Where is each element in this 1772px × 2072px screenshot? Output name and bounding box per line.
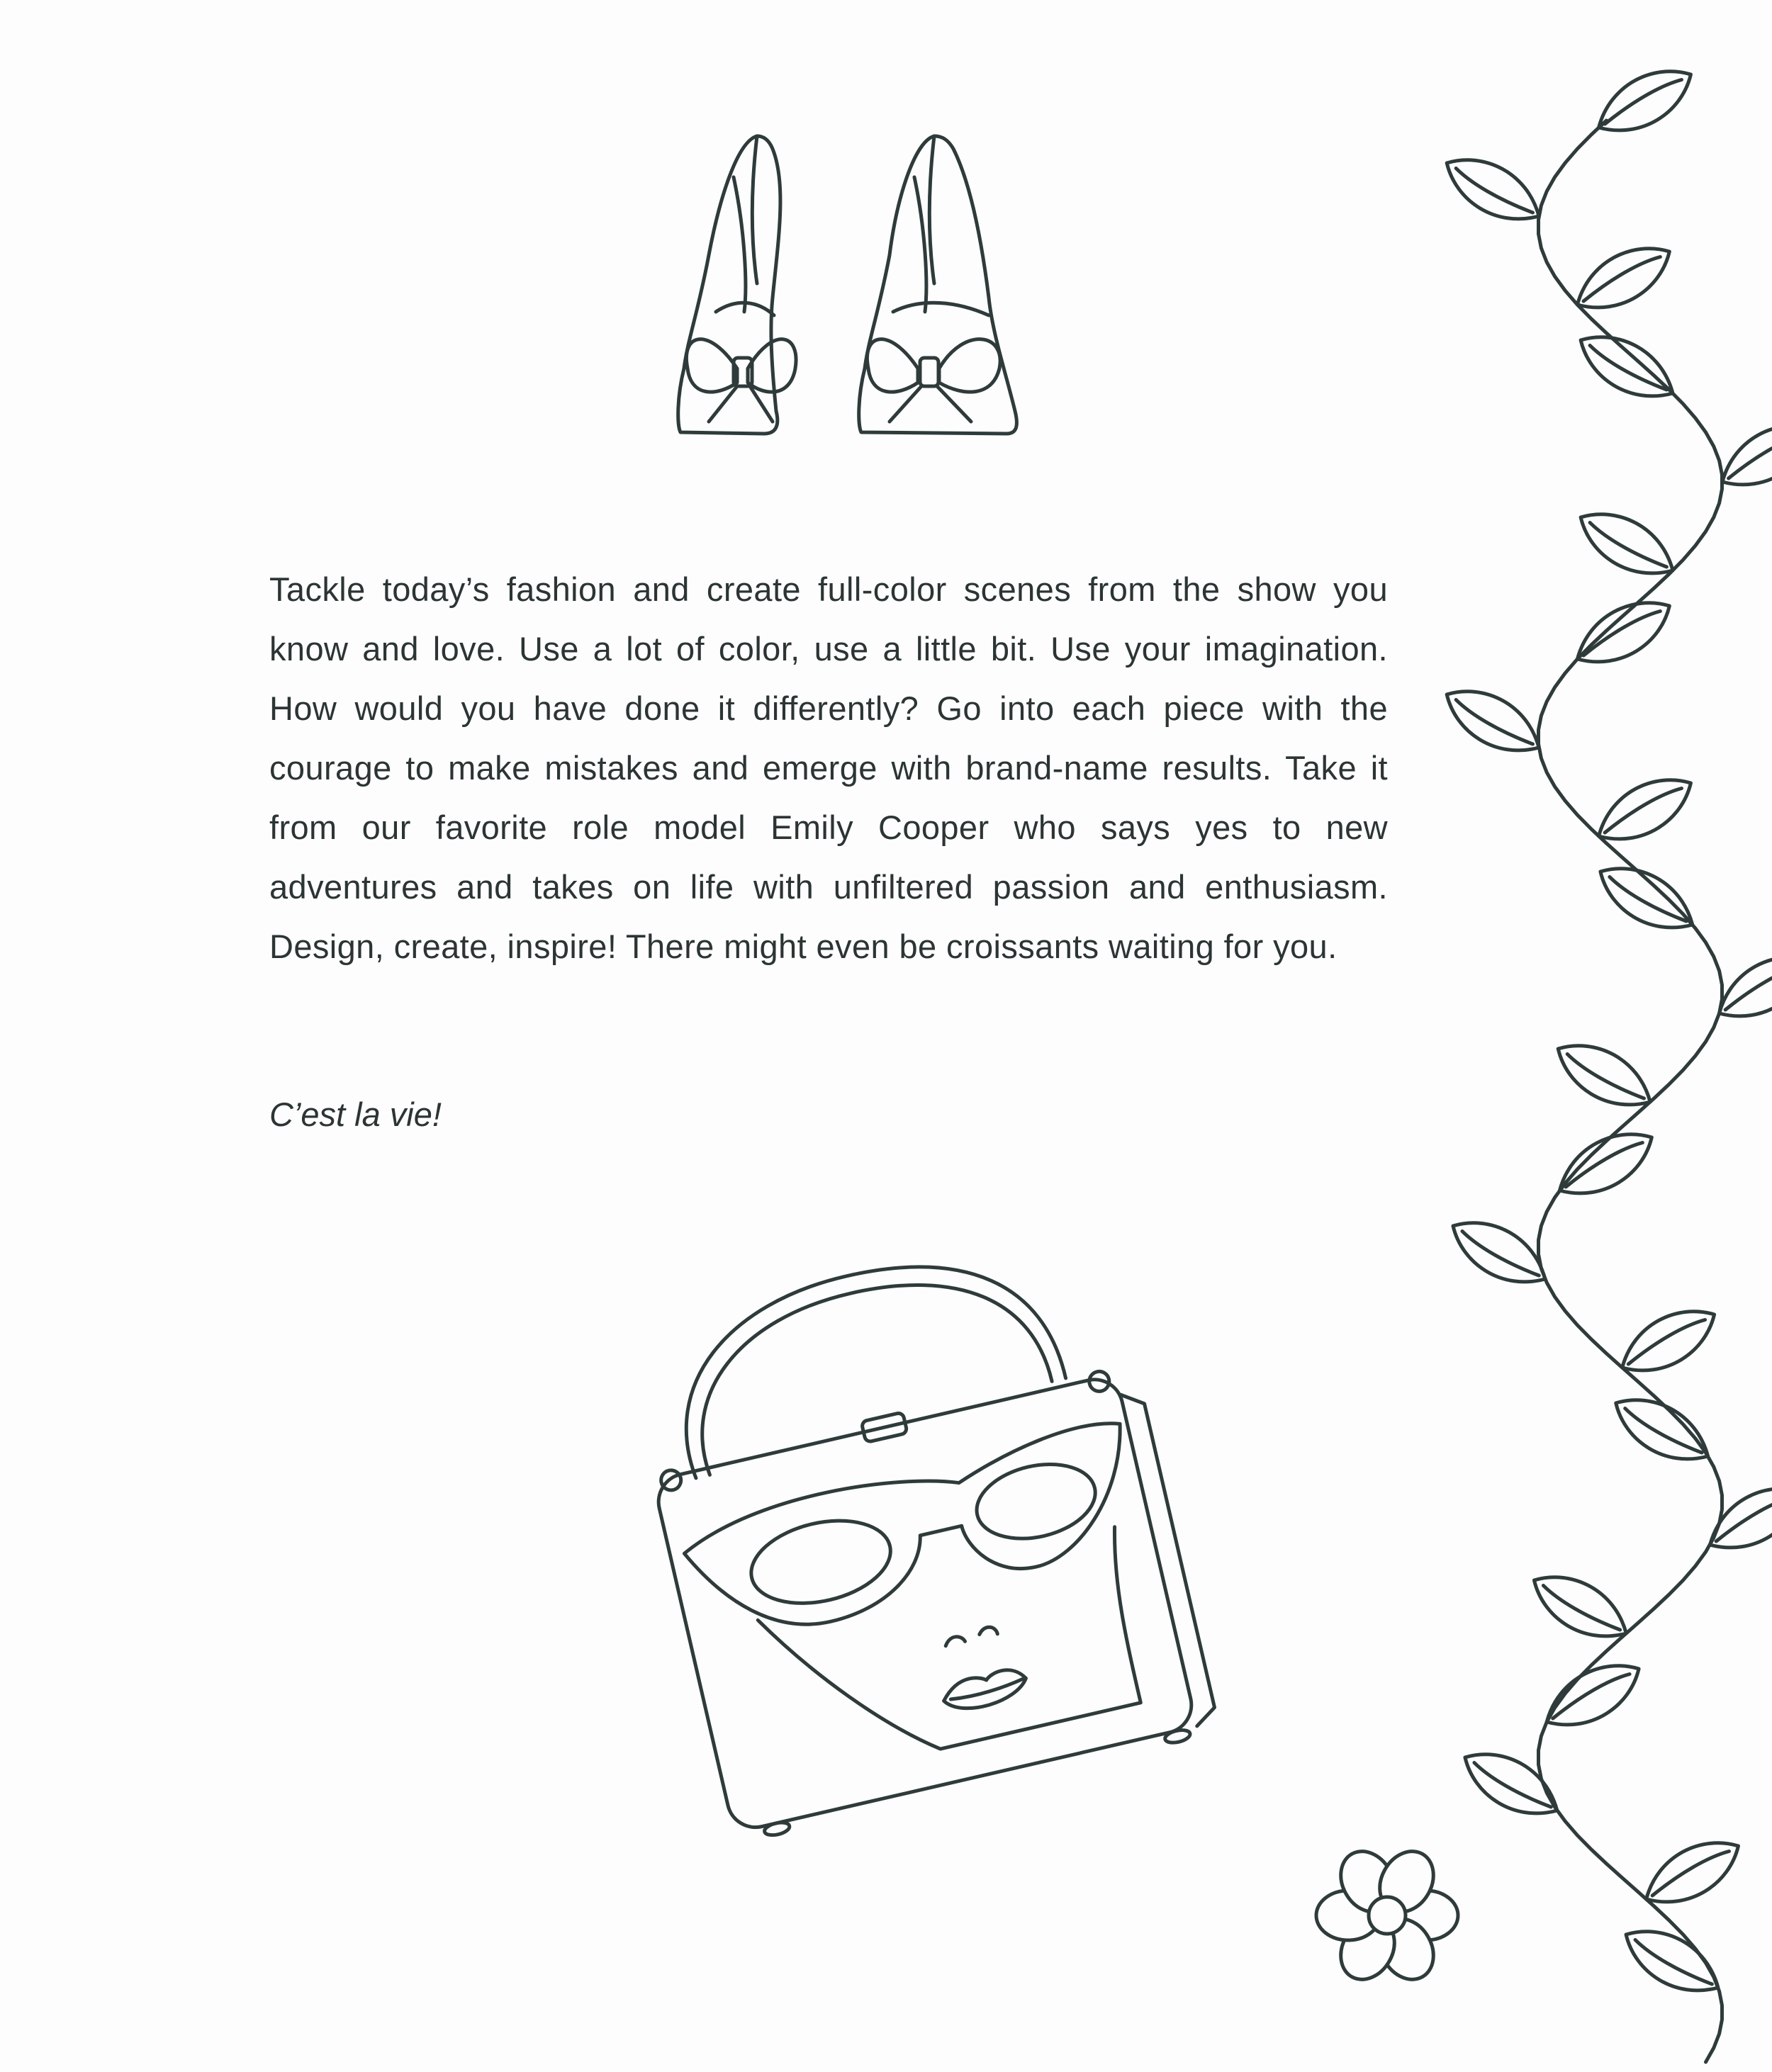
leaf-vein — [1460, 1232, 1539, 1280]
leaf-vein — [1581, 253, 1660, 301]
intro-paragraph: Tackle today’s fashion and create full-color scenes from the show you know and love. Use a lot of color, use a little bit. Use your imagination. How would you have done it differently? Go into each piece with the courage to make mistakes and emerge with brand-name results. Take it from our favorite role model Emily Cooper who says yes to new adventures and takes on life with unfiltered passion and enthusiasm. Design, create, inspire! There might even be croissants waiting for you. — [269, 570, 1388, 965]
lips-icon — [940, 1666, 1030, 1715]
leaf-vein — [1454, 700, 1532, 748]
leaf-vein — [1626, 1316, 1705, 1364]
leaf-outline — [1699, 1472, 1772, 1564]
daisy-flower-icon — [1316, 1842, 1458, 1989]
leaf-vein — [1608, 877, 1686, 925]
leaf-icon — [1566, 586, 1681, 678]
leaf-outline — [1566, 586, 1681, 678]
leaf-outline — [1569, 320, 1684, 412]
leaf-icon — [1605, 1383, 1720, 1475]
leaf-outline — [1548, 1117, 1663, 1210]
leaf-icon — [1435, 675, 1550, 767]
nose-icon — [943, 1626, 997, 1646]
closing-phrase: C’est la vie! — [269, 1096, 442, 1133]
leaf-outline — [1435, 143, 1550, 235]
leaf-vein — [1603, 784, 1681, 833]
leaf-vein — [1603, 76, 1681, 124]
leaf-icon — [1588, 55, 1703, 147]
leaf-icon — [1589, 852, 1704, 944]
leafy-vine-border — [1435, 55, 1772, 2062]
leaf-icon — [1569, 320, 1684, 412]
sunglasses-icon — [677, 1419, 1149, 1650]
leaf-icon — [1454, 1738, 1569, 1830]
leaf-vein — [1727, 430, 1772, 478]
leaf-vein — [1565, 1054, 1644, 1103]
leaf-outline — [1589, 852, 1704, 944]
leaf-icon — [1615, 1915, 1729, 2007]
shoes-illustration — [678, 136, 1017, 434]
leaf-icon — [1711, 409, 1772, 501]
leaf-icon — [1548, 1117, 1663, 1210]
leaf-outline — [1435, 675, 1550, 767]
left-shoe-icon — [678, 136, 796, 434]
right-shoe-icon — [859, 136, 1017, 434]
handbag-body — [653, 1374, 1197, 1833]
face-outline — [756, 1527, 1155, 1783]
leaf-vein — [1581, 607, 1660, 655]
leaf-icon — [1699, 1472, 1772, 1564]
leaf-vein — [1633, 1940, 1712, 1988]
leaf-icon — [1435, 143, 1550, 235]
handbag-illustration — [618, 1217, 1221, 1844]
leaf-outline — [1615, 1915, 1729, 2007]
leaf-outline — [1454, 1738, 1569, 1830]
leaf-outline — [1605, 1383, 1720, 1475]
leaf-outline — [1588, 55, 1703, 147]
leaf-vein — [1588, 523, 1666, 571]
flower-center — [1369, 1897, 1406, 1934]
leaf-vein — [1650, 1847, 1729, 1896]
leaf-vein — [1454, 169, 1532, 217]
handbag-handle — [658, 1233, 1069, 1478]
leaf-vein — [1541, 1586, 1620, 1634]
